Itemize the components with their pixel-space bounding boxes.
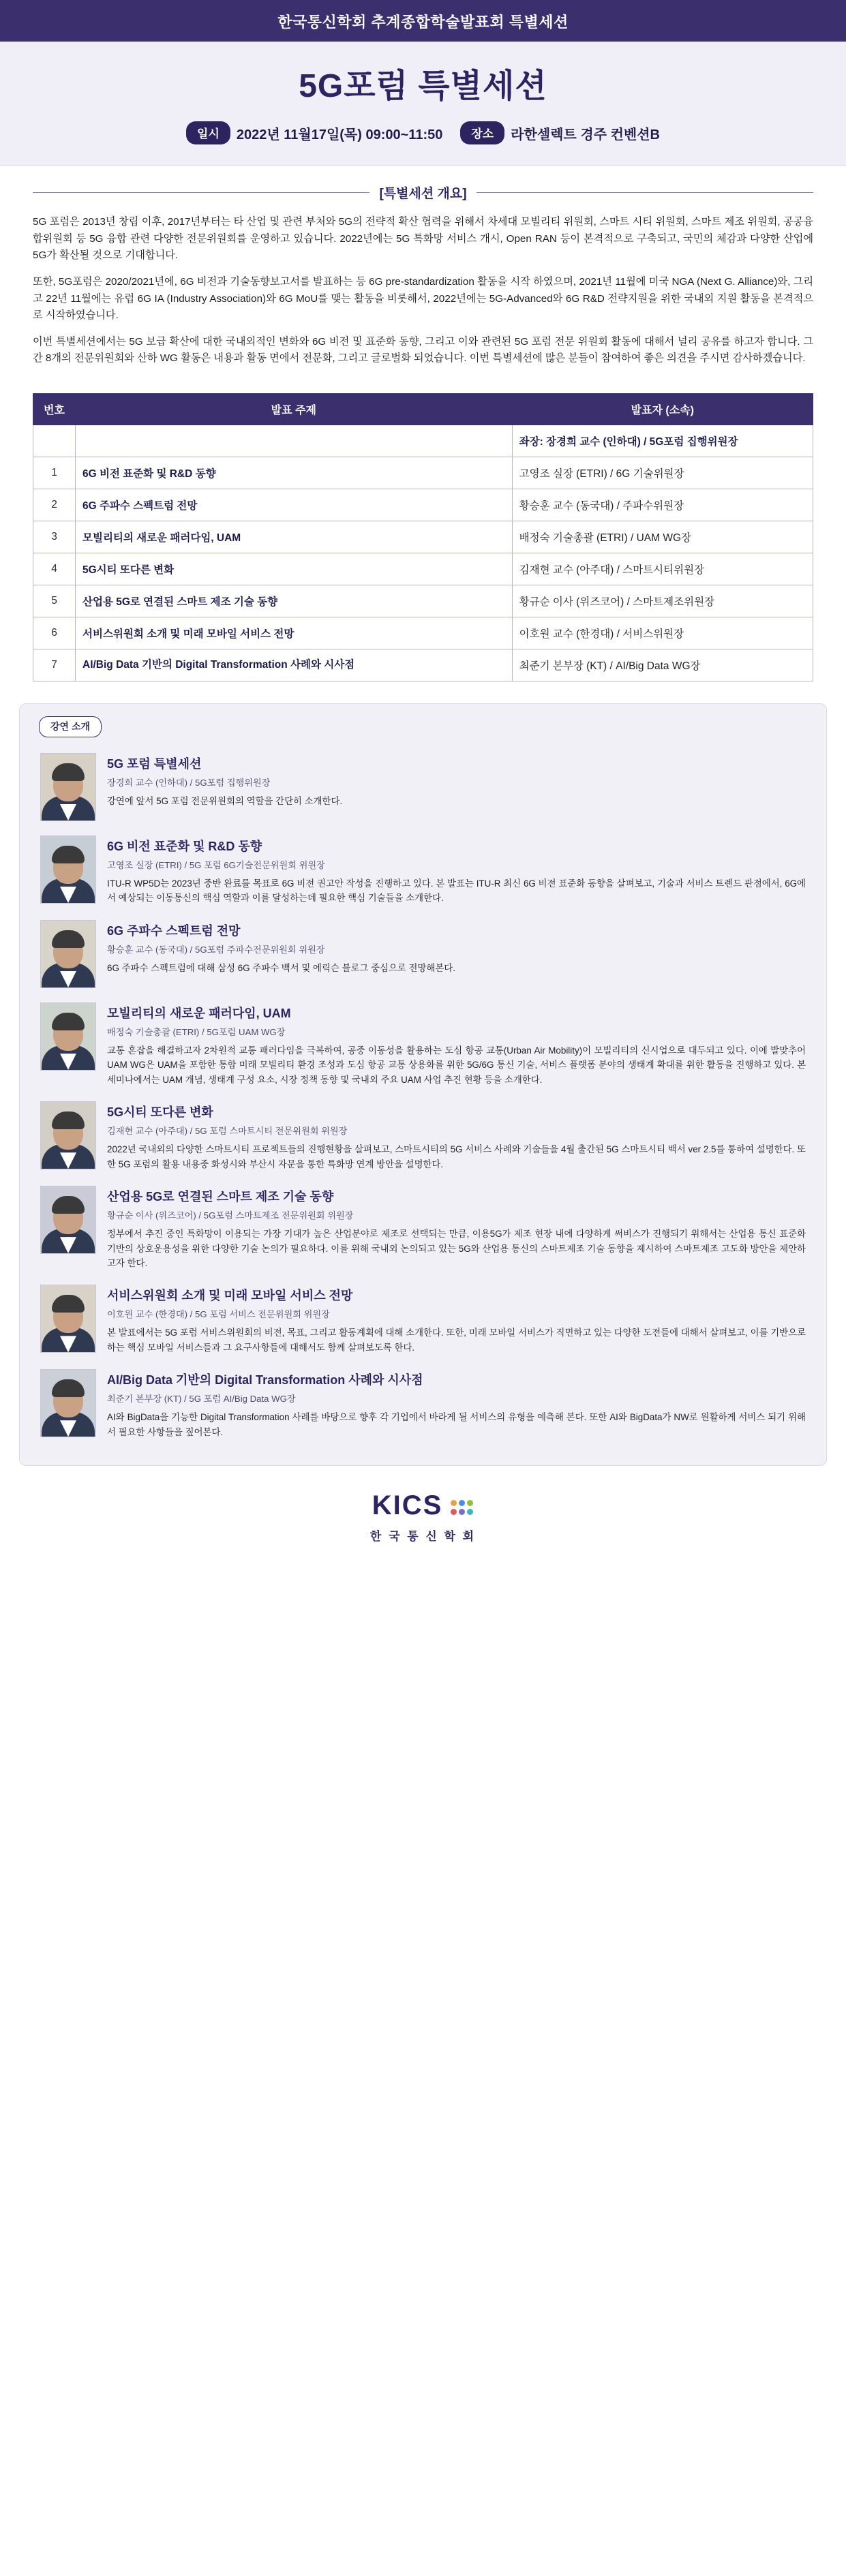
speaker-description: 정부에서 추진 중인 특화망이 이용되는 가장 기대가 높은 산업분야로 제조로 선택되는 만큼, 이용5G가 제조 현장 내에 다양하게 써비스가 진행되기 위해서는 산업용 통신 표준화 기반의 상호운용성을 위한 다양한 기술 논의가 필요하다. 이를 위해 국내외 논의되고 있는 5G와 산업용 통신의 스마트제조 기술 동향을 제시하여 스마트제조 고도화 방안을 제안하고자 한다. — [107, 1229, 806, 1268]
table-row — [33, 553, 813, 585]
row-no: 1 — [33, 457, 76, 489]
speaker-photo — [40, 1101, 96, 1169]
hero-section — [0, 42, 846, 166]
row-no: 6 — [33, 617, 76, 649]
row-topic: 6G 주파수 스펙트럼 전망 — [76, 489, 513, 521]
heading-rule-right — [477, 192, 813, 193]
row-no: 2 — [33, 489, 76, 521]
date-value: 2022년 11월17일(목) 09:00~11:50 — [236, 127, 443, 142]
overview-section — [0, 166, 846, 384]
speaker-photo — [40, 1285, 96, 1353]
place-label: 장소 — [460, 121, 504, 144]
speaker-title: 산업용 5G로 연결된 스마트 제조 기술 동향 — [107, 1190, 334, 1204]
table-row — [33, 521, 813, 553]
speaker-description: 6G 주파수 스펙트럼에 대해 삼성 6G 주파수 백서 및 에릭슨 블로그 중심으로 전망해본다. — [107, 962, 455, 973]
table-row — [33, 617, 813, 649]
speaker-item — [36, 1180, 810, 1278]
table-row — [33, 585, 813, 617]
row-speaker: 황승훈 교수 (동국대) / 주파수위원장 — [512, 489, 813, 521]
row-speaker: 황규순 이사 (위즈코어) / 스마트제조위원장 — [512, 585, 813, 617]
table-row — [33, 457, 813, 489]
row-topic: 6G 비전 표준화 및 R&D 동향 — [76, 457, 513, 489]
speaker-affiliation: 배정숙 기술총괄 (ETRI) / 5G포럼 UAM WG장 — [107, 1026, 286, 1037]
place-value: 라한셀렉트 경주 컨벤션B — [511, 127, 660, 142]
speaker-item — [36, 996, 810, 1095]
speaker-title: 5G 포럼 특별세션 — [107, 757, 202, 771]
speaker-title: AI/Big Data 기반의 Digital Transformation 사례와 시사점 — [107, 1373, 423, 1387]
row-no: 3 — [33, 521, 76, 553]
overview-paragraph: 5G 포럼은 2013년 창립 이후, 2017년부터는 타 산업 및 관련 부처와 5G의 전략적 확산 협력을 위해서 차세대 모빌리티 위원회, 스마트 시티 위원회, 스마트 제조 위원회, 공공융합위원회 등 5G 융합 관련 다양한 전문위원회를 운영하고 있습니다. 2022년에는 5G 특화망 서비스 개시, Open RAN 등이 본격적으로 구축되고, 국민의 체감과 다양한 산업에 5G가 확산될 것으로 기대합니다. — [33, 216, 813, 262]
speaker-affiliation: 고영조 실장 (ETRI) / 5G 포럼 6G기술전문위원회 위원장 — [107, 860, 325, 870]
speaker-photo — [40, 1369, 96, 1437]
table-row-chair — [33, 425, 813, 457]
row-speaker: 배정숙 기술총괄 (ETRI) / UAM WG장 — [512, 521, 813, 553]
speaker-affiliation: 장경희 교수 (인하대) / 5G포럼 집행위원장 — [107, 778, 271, 788]
row-topic: 모빌리티의 새로운 패러다임, UAM — [76, 521, 513, 553]
row-speaker: 고영조 실장 (ETRI) / 6G 기술위원장 — [512, 457, 813, 489]
table-row — [33, 489, 813, 521]
speaker-text — [107, 1002, 806, 1087]
speaker-affiliation: 이호원 교수 (한경대) / 5G 포럼 서비스 전문위원회 위원장 — [107, 1309, 330, 1320]
speaker-description: ITU-R WP5D는 2023년 중반 완료를 목표로 6G 비전 권고안 작성을 진행하고 있다. 본 발표는 ITU-R 최신 6G 비전 표준화 동향을 살펴보고, 기술과 서비스 트렌드 관점에서, 6G에서 예상되는 이동통신의 핵심 역할과 이를 달성하는데 필요한 핵심 기술들을 소개한다. — [107, 878, 806, 904]
speaker-intro-section — [19, 703, 827, 1466]
logo-dots-icon — [449, 1497, 474, 1515]
overview-title: [특별세션 개요] — [379, 187, 467, 201]
speaker-text — [107, 1285, 806, 1355]
row-speaker: 김재현 교수 (아주대) / 스마트시티위원장 — [512, 553, 813, 585]
speaker-photo — [40, 835, 96, 904]
speaker-text — [107, 1101, 806, 1171]
date-label: 일시 — [186, 121, 230, 144]
speaker-title: 서비스위원회 소개 및 미래 모바일 서비스 전망 — [107, 1289, 353, 1303]
place-meta — [460, 121, 660, 144]
column-header-topic: 발표 주제 — [76, 394, 513, 425]
speaker-item — [36, 829, 810, 914]
program-section — [0, 384, 846, 686]
speaker-description: 2022년 국내외의 다양한 스마트시티 프로젝트들의 진행현황을 살펴보고, 스마트시티의 5G 서비스 사례와 기술들을 4월 출간된 5G 스마트시티 백서 ver 2.5를 통하여 설명한다. 또한 5G 포럼의 활용 내용중 화성시와 부산시 자문을 통한 특화망 연계 방안을 설명한다. — [107, 1144, 806, 1169]
row-no: 7 — [33, 649, 76, 681]
kics-logo — [372, 1490, 474, 1521]
speaker-item — [36, 1095, 810, 1180]
speaker-text — [107, 920, 806, 975]
row-speaker: 이호원 교수 (한경대) / 서비스위원장 — [512, 617, 813, 649]
page-title: 5G포럼 특별세션 — [299, 68, 547, 104]
row-topic: 5G시티 또다른 변화 — [76, 553, 513, 585]
speaker-photo — [40, 753, 96, 821]
speaker-item — [36, 1278, 810, 1363]
heading-rule-left — [33, 192, 369, 193]
speaker-photo — [40, 920, 96, 988]
speaker-description: AI와 BigData을 기능한 Digital Transformation 사례를 바탕으로 향후 각 기업에서 바라게 될 서비스의 유형을 예측해 본다. 또한 AI와 BigData가 NW로 원활하게 서비스 되기 위해서 필요한 사항들을 짚어본다. — [107, 1412, 806, 1437]
speaker-text — [107, 753, 806, 808]
chair-no — [33, 425, 76, 457]
header-band: 한국통신학회 추계종합학술발표회 특별세션 — [0, 0, 846, 42]
speaker-title: 6G 비전 표준화 및 R&D 동향 — [107, 840, 262, 853]
row-topic: AI/Big Data 기반의 Digital Transformation 사례와 시사점 — [76, 649, 513, 681]
speaker-title: 6G 주파수 스펙트럼 전망 — [107, 923, 241, 938]
hero-meta — [0, 121, 846, 144]
column-header-speaker: 발표자 (소속) — [512, 394, 813, 425]
speaker-item — [36, 747, 810, 829]
speaker-title: 모빌리티의 새로운 패러다임, UAM — [107, 1006, 291, 1020]
speaker-item — [36, 1363, 810, 1447]
table-header-row — [33, 394, 813, 425]
overview-paragraph: 또한, 5G포럼은 2020/2021년에, 6G 비전과 기술동향보고서를 발표하는 등 6G pre-standardization 활동을 시작 하였으며, 2021년 11월에 미국 NGA (Next G. Alliance)와, 그리고 22년 11월에는 유럽 6G IA (Industry Association)와 6G MoU를 맺는 활동을 비롯해서, 2022년에는 5G-Advanced와 6G R&D 전략지원을 위한 국내외 지원 활동을 본격적으로 시작하였습니다. — [33, 275, 813, 322]
speaker-photo — [40, 1186, 96, 1254]
row-topic: 서비스위원회 소개 및 미래 모바일 서비스 전망 — [76, 617, 513, 649]
speaker-affiliation: 황규순 이사 (위즈코어) / 5G포럼 스마트제조 전문위원회 위원장 — [107, 1210, 354, 1221]
program-table — [33, 393, 813, 681]
speaker-title: 5G시티 또다른 변화 — [107, 1105, 213, 1120]
footer-org-name: 한 국 통 신 학 회 — [369, 1530, 477, 1544]
speaker-photo — [40, 1002, 96, 1071]
speaker-description: 교통 혼잡을 해결하고자 2차원적 교통 패러다임을 극복하여, 공중 이동성을 활용하는 도심 항공 교통(Urban Air Mobility)이 모빌리티의 신시업으로 대두되고 있다. 이에 발맞추어 UAM WG은 UAM을 포함한 통합 미래 모빌리티 환경 조성과 도심 항공 교통 상용화를 위한 5G/6G 통신 기술, 서비스 플랫폼 분야의 생태계 확대를 위한 활동을 진행하고 있다. 본 세미나에서는 UAM 개념, 생태계 구성 요소, 시장 정책 동향 및 국내외 주요 UAM 사업 추진 현황 등을 소개한다. — [107, 1045, 806, 1085]
row-topic: 산업용 5G로 연결된 스마트 제조 기술 동향 — [76, 585, 513, 617]
table-row — [33, 649, 813, 681]
row-no: 4 — [33, 553, 76, 585]
column-header-no: 번호 — [33, 394, 76, 425]
row-no: 5 — [33, 585, 76, 617]
speaker-section-tag: 강연 소개 — [39, 716, 102, 737]
speaker-text — [107, 1369, 806, 1439]
speaker-affiliation: 황승훈 교수 (동국대) / 5G포럼 주파수전문위원회 위원장 — [107, 944, 325, 955]
row-speaker: 최준기 본부장 (KT) / AI/Big Data WG장 — [512, 649, 813, 681]
speaker-description: 강연에 앞서 5G 포럼 전문위원회의 역할을 간단히 소개한다. — [107, 796, 343, 806]
chair-blank — [76, 425, 513, 457]
footer-section — [0, 1473, 846, 1567]
chair-text: 좌장: 장경희 교수 (인하대) / 5G포럼 집행위원장 — [512, 425, 813, 457]
overview-paragraph: 이번 특별세션에서는 5G 보급 확산에 대한 국내외적인 변화와 6G 비전 및 표준화 동향, 그리고 이와 관련된 5G 포럼 전문 위원회 활동에 대해서 널리 공유를 하고자 합니다. 그간 8개의 전문위원회와 산하 WG 활동은 내용과 활동 면에서 전문화, 그리고 글로벌화 되었습니다. 이번 특별세션에 많은 분들이 참여하여 좋은 의견을 주시면 감사하겠습니다. — [33, 335, 813, 365]
speaker-affiliation: 김재현 교수 (아주대) / 5G 포럼 스마트시티 전문위원회 위원장 — [107, 1126, 348, 1137]
speaker-description: 본 발표에서는 5G 포럼 서비스위원회의 비전, 목표, 그리고 활동계획에 대해 소개한다. 또한, 미래 모바일 서비스가 직면하고 있는 다양한 도전들에 대해서 살펴보고, 이를 기반으로 하는 핵심 모바일 서비스들과 그 요구사항들에 대해서도 함께 살펴보도록 한다. — [107, 1328, 806, 1353]
date-meta — [186, 121, 442, 144]
kics-logo-text: KICS — [372, 1490, 443, 1521]
speaker-affiliation: 최준기 본부장 (KT) / 5G 포럼 AI/Big Data WG장 — [107, 1394, 296, 1405]
speaker-item — [36, 914, 810, 996]
speaker-text — [107, 835, 806, 906]
speaker-text — [107, 1186, 806, 1270]
overview-heading — [33, 183, 813, 202]
